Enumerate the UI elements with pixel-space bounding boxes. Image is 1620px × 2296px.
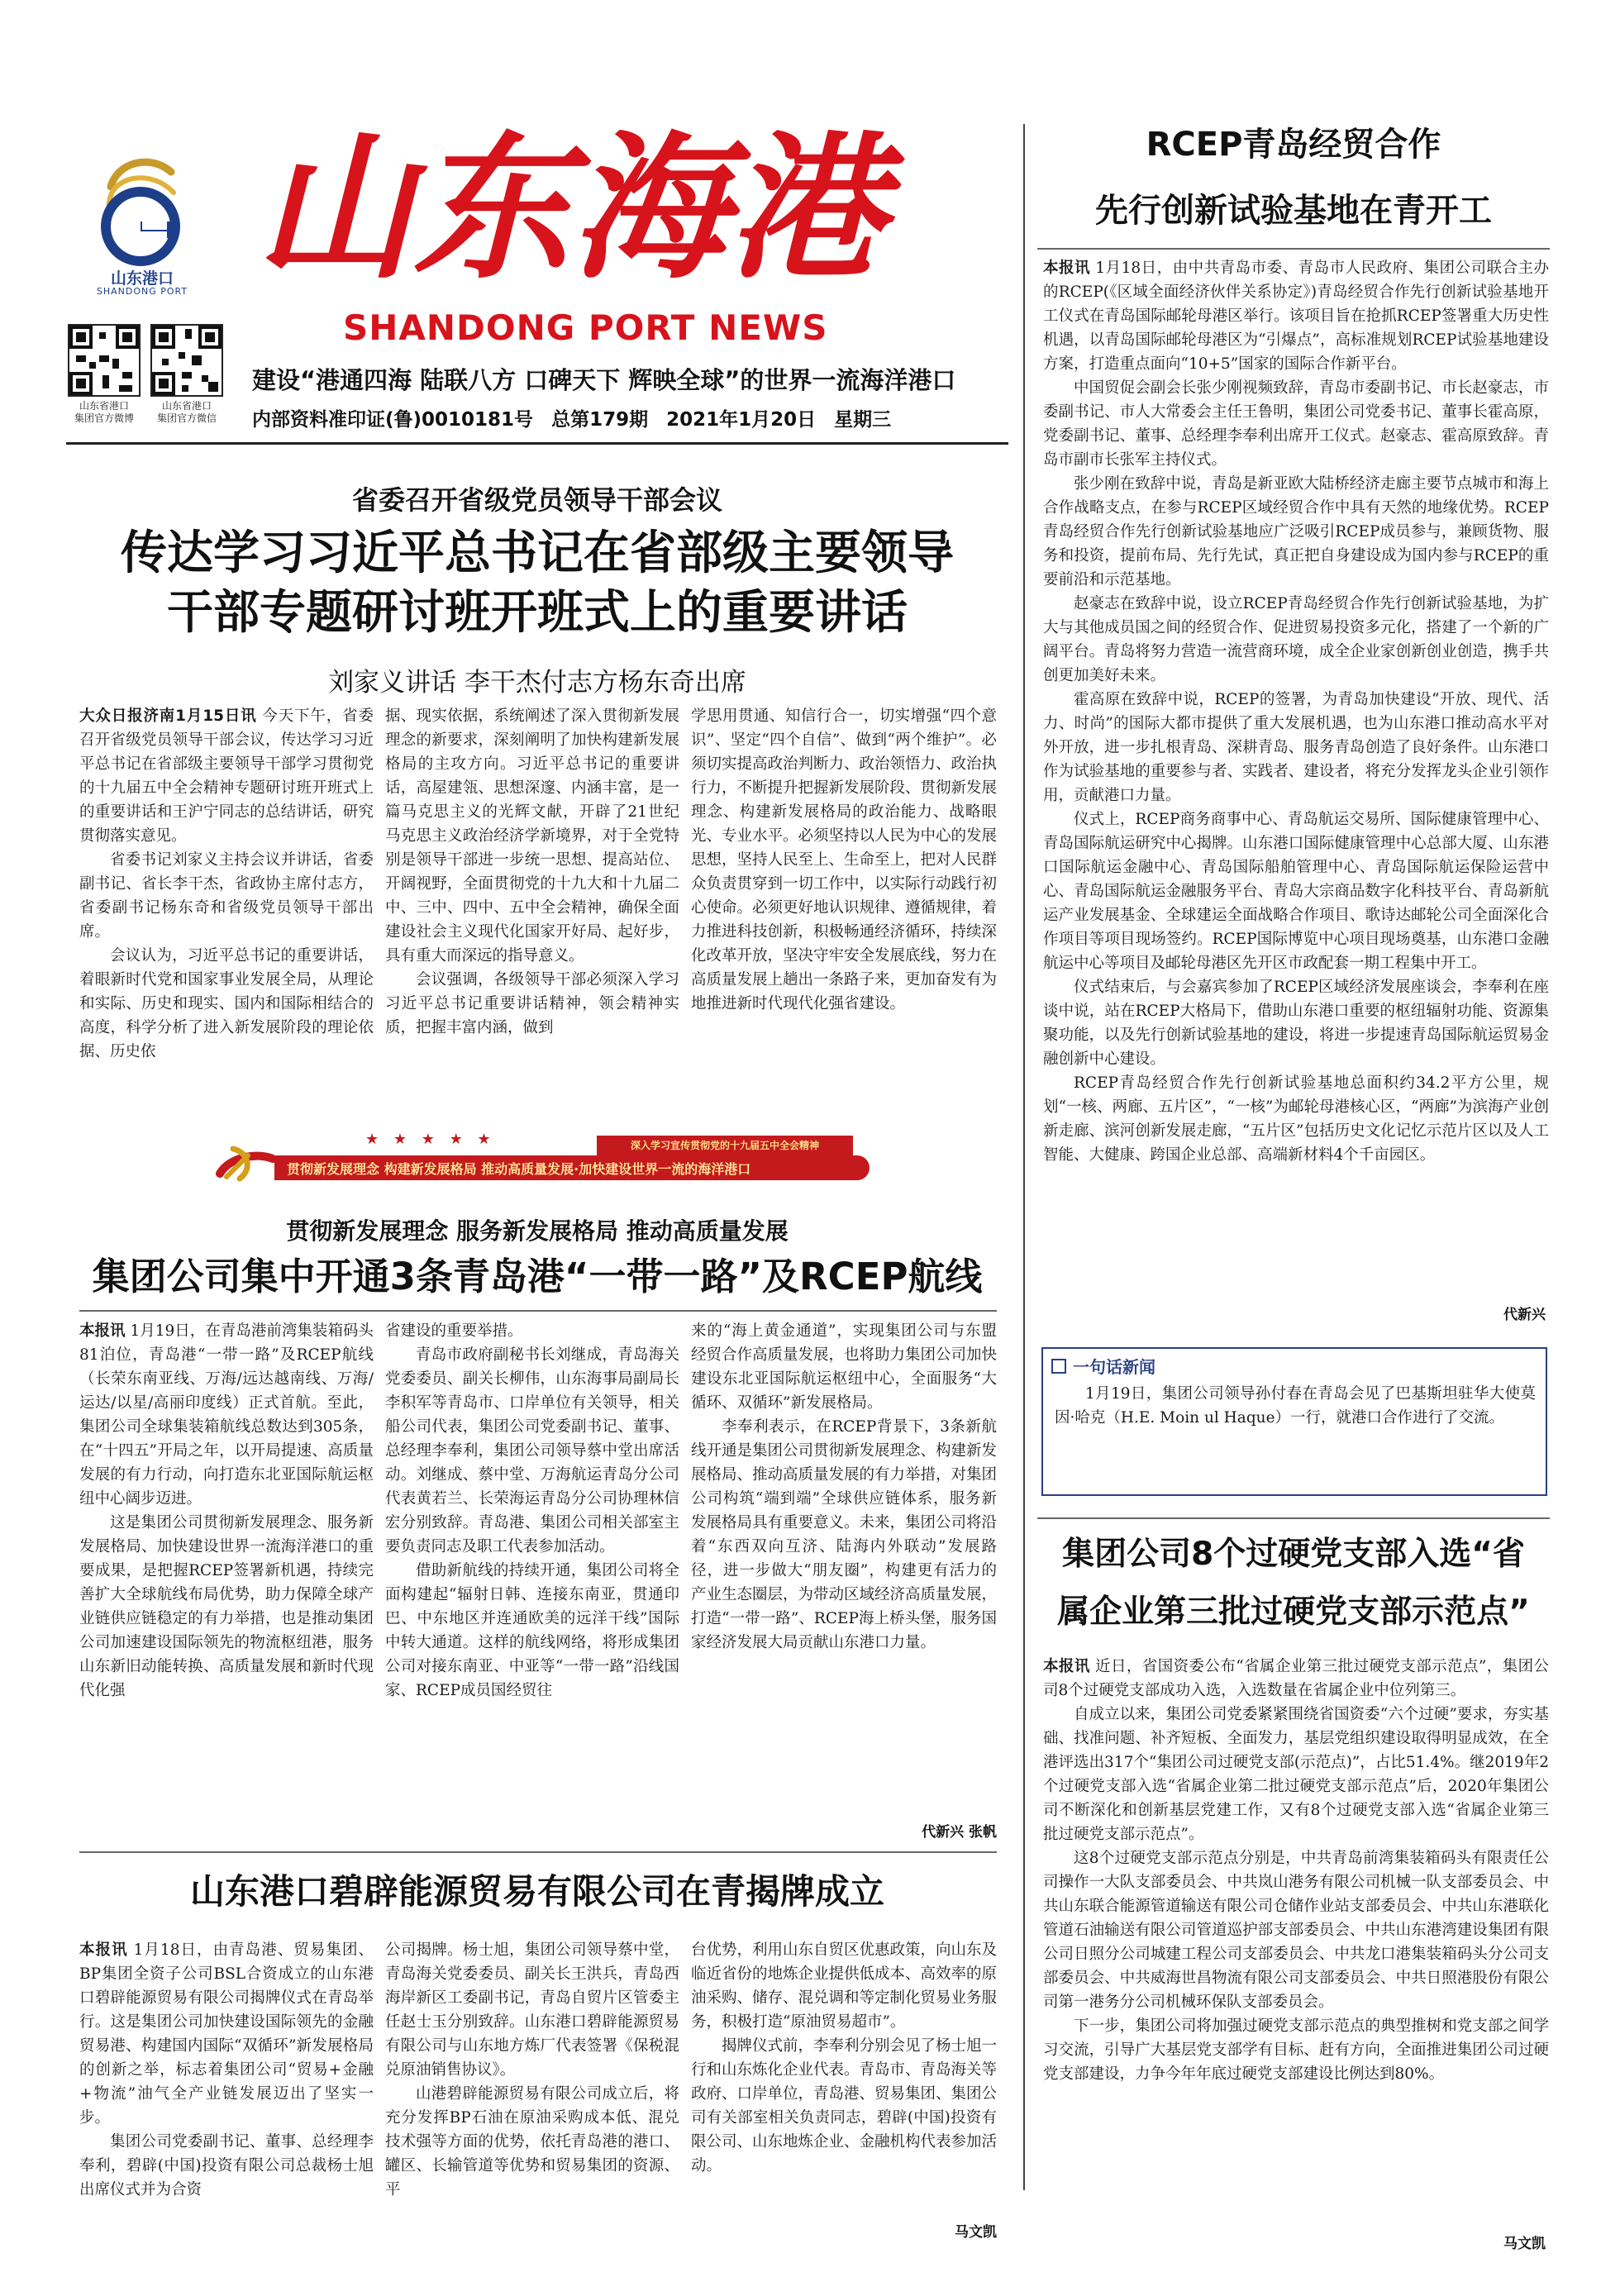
bsl-column-2: 公司揭牌。杨士旭，集团公司领导蔡中堂，青岛海关党委委员、副关长王洪兵，青岛西海岸新区工委副书记，青岛自贸片区管委主任赵士玉分别致辞。山东港口碧辟能源贸易有限公司与山东地方炼厂代表签署《保税混兑原油销售协议》。 山港碧辟能源贸易有限公司成立后，将充分发挥BP石油在原油采购成本低、混兑技术强等方面的优势，依托青岛港的港口、罐区、长输管道等优势和贸易集团的资源、平 [385, 1941, 679, 2198]
logo-name: 山东港口 [110, 269, 174, 288]
masthead-title: 山东海港 [256, 122, 885, 288]
brief-text: 1月19日，集团公司领导孙付春在青岛会见了巴基斯坦驻华大使莫因·哈克（H.E. Moin ul Haque）一行，就港口合作进行了交流。 [1055, 1385, 1536, 1427]
lead-subhead: 刘家义讲话 李干杰付志方杨东奇出席 [328, 668, 746, 698]
rcep-body: 本报讯 1月18日，由中共青岛市委、青岛市人民政府、集团公司联合主办的RCEP(《区域全面经济伙伴关系协定》)青岛经贸合作先行创新试验基地开工仪式在青岛国际邮轮母港区举行。该项目旨在抢抓RCEP签署重大历史性机遇，以青岛国际邮轮母港区为“引爆点”，高标准规划RCEP试验基地建设方案，打造重点面向“10+5”国家的国际合作新平台。 中国贸促会副会长张少刚视频致辞，青岛市委副书记、市长赵豪志，市委副书记、市人大常委会主任王鲁明，集团公司党委书记、董事长霍高原，党委副书记、董事、总经理李奉利出席开工仪式。赵豪志、霍高原致辞。青岛市副市长张军主持仪式。 张少刚在致辞中说，青岛是新亚欧大陆桥经济走廊主要节点城市和海上合作战略支点，在参与RCEP区域经贸合作中具有天然的地缘优势。RCEP青岛经贸合作先行创新试验基地应广泛吸引RCEP成员参与，兼顾货物、服务和投资，提前布局、先行先试，真正把自身建设成为国内参与RCEP的重要前沿和示范基地。 赵豪志在致辞中说，设立RCEP青岛经贸合作先行创新试验基地，为扩大与其他成员国之间的经贸合作、促进贸易投资多元化，搭建了一个新的广阔平台。青岛将努力营造一流营商环境，成全企业家创新创业创造，携手共创更加美好未来。 霍高原在致辞中说，RCEP的签署，为青岛加快建设“开放、现代、活力、时尚”的国际大都市提供了重大发展机遇，也为山东港口推动高水平对外开放，进一步扎根青岛、深耕青岛、服务青岛创造了良好条件。山东港口作为试验基地的重要参与者、实践者、建设者，将充分发挥龙头企业引领作用，贡献港口力量。 仪式上，RCEP商务商事中心、青岛航运交易所、国际健康管理中心、青岛国际航运研究中心揭牌。山东港口国际健康管理中心总部大厦、山东港口国际航运金融中心、青岛国际船舶管理中心、青岛国际航运保险运营中心、青岛国际航运金融服务平台、青岛大宗商品数字化科技平台、青岛新航运产业发展基金、全球建运全面战略合作项目、歌诗达邮轮公司全面深化合作项目等项目现场签约。RCEP国际博览中心项目现场奠基，山东港口金融航运中心等项目及邮轮母港区先开区市政配套一期工程集中开工。 仪式结束后，与会嘉宾参加了RCEP区域经济发展座谈会，李奉利在座谈中说，站在RCEP大格局下，借助山东港口重要的枢纽辐射功能、资源集聚功能，以及先行创新试验基地的建设，将进一步提速青岛国际航运贸易金融创新中心建设。 RCEP青岛经贸合作先行创新试验基地总面积约34.2平方公里，规划“一核、两廊、五片区”，“一核”为邮轮母港核心区，“两廊”为滨海产业创新走廊、滨河创新发展走廊，“五片区”包括历史文化记忆示范片区以及人工智能、大健康、跨国企业总部、高端新材料4个千亩园区。 [1043, 260, 1549, 1164]
print-permit: 内部资料准印证(鲁)0010181号 [252, 409, 534, 431]
issue-weekday: 星期三 [834, 409, 892, 431]
rcep-headline-1: RCEP青岛经贸合作 [1146, 126, 1441, 164]
party-emblem-icon [215, 1141, 274, 1185]
lead-column-1: 大众日报济南1月15日讯 今天下午，省委召开省级党员领导干部会议，传达学习习近平总书记在省部级主要领导干部学习贯彻党的十九届五中全会精神专题研讨班开班式上的重要讲话和王沪宁同志的总结讲话，研究贯彻落实意见。 省委书记刘家义主持会议并讲话，省委副书记、省长李干杰，省政协主席付志方，省委副书记杨东奇和省级党员领导干部出席。 会议认为，习近平总书记的重要讲话，着眼新时代党和国家事业发展全局，从理论和实际、历史和现实、国内和国际相结合的高度，科学分析了进入新发展阶段的理论依据、历史依 [79, 707, 374, 1060]
party-dateline: 本报讯 [1043, 1658, 1090, 1675]
lead-kicker: 省委召开省级党员领导干部会议 [351, 484, 722, 516]
masthead-rule [66, 442, 1008, 445]
routes-headline: 集团公司集中开通3条青岛港“一带一路”及RCEP航线 [92, 1255, 983, 1298]
routes-dateline: 本报讯 [79, 1322, 126, 1340]
bsl-column-1: 本报讯 1月18日，由青岛港、贸易集团、BP集团全资子公司BSL合资成立的山东港口碧辟能源贸易有限公司揭牌仪式在青岛举行。这是集团公司加快建设国际领先的金融贸易港、构建国内国际“双循环”新发展格局的创新之举，标志着集团公司“贸易+金融+物流”油气全产业链发展迈出了坚实一步。 集团公司党委副书记、董事、总经理李奉利，碧辟(中国)投资有限公司总裁杨士旭出席仪式并为合资 [79, 1941, 374, 2198]
news-brief-box [1041, 1347, 1547, 1496]
party-rule [1037, 1517, 1550, 1519]
masthead-calligraphy [248, 122, 984, 288]
bsl-headline: 山东港口碧辟能源贸易有限公司在青揭牌成立 [189, 1871, 884, 1912]
brief-title: 一句话新闻 [1051, 1354, 1155, 1378]
lead-dateline: 大众日报济南1月15日讯 [79, 707, 257, 725]
rcep-rule [1037, 248, 1550, 250]
party-body: 本报讯 近日，省国资委公布“省属企业第三批过硬党支部示范点”，集团公司8个过硬党支部成功入选，入选数量在省属企业中位列第三。 自成立以来，集团公司党委紧紧围绕省国资委“六个过硬”要求，夯实基础、找准问题、补齐短板、全面发力，基层党组织建设取得明显成效，在全港评选出317个“集团公司过硬党支部(示范点)”，占比51.4%。继2019年2个过硬党支部入选“省属企业第二批过硬党支部示范点”后，2020年集团公司不断深化和创新基层党建工作，又有8个过硬党支部入选“省属企业第三批过硬党支部示范点”。 这8个过硬党支部示范点分别是，中共青岛前湾集装箱码头有限责任公司操作一大队支部委员会、中共岚山港务有限公司机械一队支部委员会、中共山东联合能源管道输送有限公司仓储作业站支部委员会、中共山东港联化管道石油输送有限公司管道巡护部支部委员会、中共山东港湾建设集团有限公司日照分公司城建工程公司支部委员会、中共龙口港集装箱码头分公司支部委员会、中共威海世昌物流有限公司支部委员会、中共日照港股份有限公司第一港务分公司机械环保队支部委员会。 下一步，集团公司将加强过硬党支部示范点的典型推树和党支部之间学习交流，引导广大基层党支部学有目标、赶有方向，全面推进集团公司过硬党支部建设，力争今年年底过硬党支部建设比例达到80%。 [1043, 1658, 1549, 2083]
routes-rule [79, 1310, 997, 1312]
masthead-slogan: 建设“港通四海 陆联八方 口碑天下 辉映全球”的世界一流海洋港口 [252, 366, 956, 394]
bsl-column-3: 台优势，利用山东自贸区优惠政策，向山东及临近省份的地炼企业提供低成本、高效率的原油采购、储存、混兑调和等定制化贸易业务服务，积极打造“原油贸易超市”。 揭牌仪式前，李奉利分别会见了杨士旭一行和山东炼化企业代表。青岛市、青岛海关等政府、口岸单位，青岛港、贸易集团、集团公司有关部室相关负责同志，碧辟(中国)投资有限公司、山东地炼企业、金融机构代表参加活动。 [691, 1941, 997, 2175]
issue-date: 2021年1月20日 [666, 409, 817, 431]
banner-text: 贯彻新发展理念 构建新发展格局 推动高质量发展·加快建设世界一流的海洋港口 [287, 1161, 751, 1177]
wechat-qr-caption: 山东省港口 集团官方微信 [156, 400, 217, 424]
routes-byline: 代新兴 张帆 [922, 1824, 997, 1841]
shandong-port-logo-icon [93, 147, 190, 271]
campaign-banner [208, 1131, 870, 1185]
issue-number: 总第179期 [551, 409, 649, 431]
banner-stars: ★ ★ ★ ★ ★ [365, 1131, 496, 1148]
rcep-dateline: 本报讯 [1043, 260, 1090, 277]
bsl-dateline: 本报讯 [79, 1941, 128, 1959]
masthead-english-title: SHANDONG PORT NEWS [343, 307, 828, 348]
bsl-rule [79, 1851, 997, 1853]
rcep-headline-2: 先行创新试验基地在青开工 [1095, 192, 1492, 230]
routes-column-1: 本报讯 1月19日，在青岛港前湾集装箱码头81泊位，青岛港“一带一路”及RCEP航线（长荣东南亚线、万海/远达越南线、万海/运达/以星/高丽印度线）正式首航。至此，集团公司全球集装箱航线总数达到305条，在“十四五”开局之年，以开局提速、高质量发展的有力行动，向打造东北亚国际航运枢纽中心阔步迈进。 这是集团公司贯彻新发展理念、服务新发展格局、加快建设世界一流海洋港口的重要成果，是把握RCEP签署新机遇，持续完善扩大全球航线布局优势，助力保障全球产业链供应链稳定的有力举措，也是推动集团公司加速建设国际领先的物流枢纽港，服务山东新旧动能转换、高质量发展和新时代现代化强 [79, 1322, 374, 1699]
brief-square-icon [1051, 1359, 1066, 1374]
lead-column-2: 据、现实依据，系统阐述了深入贯彻新发展理念的新要求，深刻阐明了加快构建新发展格局的主攻方向。习近平总书记的重要讲话，高屋建瓴、思想深邃、内涵丰富，是一篇马克思主义的光辉文献，开辟了21世纪马克思主义政治经济学新境界，对于全党特别是领导干部进一步统一思想、提高站位、开阔视野，全面贯彻党的十九大和十九届二中、三中、四中、五中全会精神，确保全面建设社会主义现代化国家开好局、起好步，具有重大而深远的指导意义。 会议强调，各级领导干部必须深入学习习近平总书记重要讲话精神，领会精神实质，把握丰富内涵，做到 [385, 707, 679, 1036]
wechat-qr-code-icon[interactable] [150, 324, 223, 397]
column-divider [1023, 124, 1025, 2190]
routes-kicker: 贯彻新发展理念 服务新发展格局 推动高质量发展 [286, 1217, 789, 1245]
lead-column-3: 学思用贯通、知信行合一，切实增强“四个意识”、坚定“四个自信”、做到“两个维护”。必须切实提高政治判断力、政治领悟力、政治执行力，不断提升把握新发展阶段、贯彻新发展理念、构建新发展格局的政治能力、战略眼光、专业水平。必须坚持以人民为中心的发展思想，坚持人民至上、生命至上，把对人民群众负责贯穿到一切工作中，以实际行动践行初心使命。必须更好地认识规律、遵循规律，着力推进科技创新，积极畅通经济循环，持续深化改革开放，坚决守牢安全发展底线，努力在高质量发展上趟出一条路子来，更加奋发有为地推进新时代现代化强省建设。 [691, 707, 997, 1012]
weibo-qr-caption: 山东省港口 集团官方微博 [74, 400, 134, 424]
issue-info [252, 404, 909, 431]
banner-tag: 深入学习宣传贯彻党的十九届五中全会精神 [597, 1136, 853, 1155]
routes-column-2: 省建设的重要举措。 青岛市政府副秘书长刘继成，青岛海关党委委员、副关长柳伟，山东海事局副局长李积军等青岛市、口岸单位有关领导，相关船公司代表，集团公司党委副书记、董事、总经理李奉利，集团公司领导蔡中堂出席活动。刘继成、蔡中堂、万海航运青岛分公司代表黄若兰、长荣海运青岛分公司协理林信宏分别致辞。青岛港、集团公司相关部室主要负责同志及职工代表参加活动。 借助新航线的持续开通，集团公司将全面构建起“辐射日韩、连接东南亚，贯通印巴、中东地区并连通欧美的远洋干线”国际中转大通道。这样的航线网络，将形成集团公司对接东南亚、中亚等“一带一路”沿线国家、RCEP成员国经贸往 [385, 1322, 679, 1699]
lead-headline: 传达学习习近平总书记在省部级主要领导 干部专题研讨班开班式上的重要讲话 [121, 526, 954, 640]
bsl-byline: 马文凯 [955, 2224, 997, 2241]
logo-english-name: SHANDONG PORT [96, 286, 188, 297]
weibo-qr-code-icon[interactable] [68, 324, 141, 397]
rcep-byline: 代新兴 [1503, 1307, 1546, 1323]
party-headline: 集团公司8个过硬党支部入选“省 属企业第三批过硬党支部示范点” [1057, 1536, 1530, 1631]
routes-column-3: 来的“海上黄金通道”，实现集团公司与东盟经贸合作高质量发展，也将助力集团公司加快建设东北亚国际航运枢纽中心，全面服务“大循环、双循环”新发展格局。 李奉利表示，在RCEP背景下，3条新航线开通是集团公司贯彻新发展理念、构建新发展格局、推动高质量发展的有力举措，对集团公司构筑“端到端”全球供应链体系，服务新发展格局具有重要意义。未来，集团公司将沿着“东西双向互济、陆海内外联动”发展路径，进一步做大“朋友圈”，构建更有活力的产业生态圈层，为带动区域经济高质量发展，打造“一带一路”、RCEP海上桥头堡，服务国家经济发展大局贡献山东港口力量。 [691, 1322, 997, 1651]
party-byline: 马文凯 [1503, 2236, 1546, 2252]
